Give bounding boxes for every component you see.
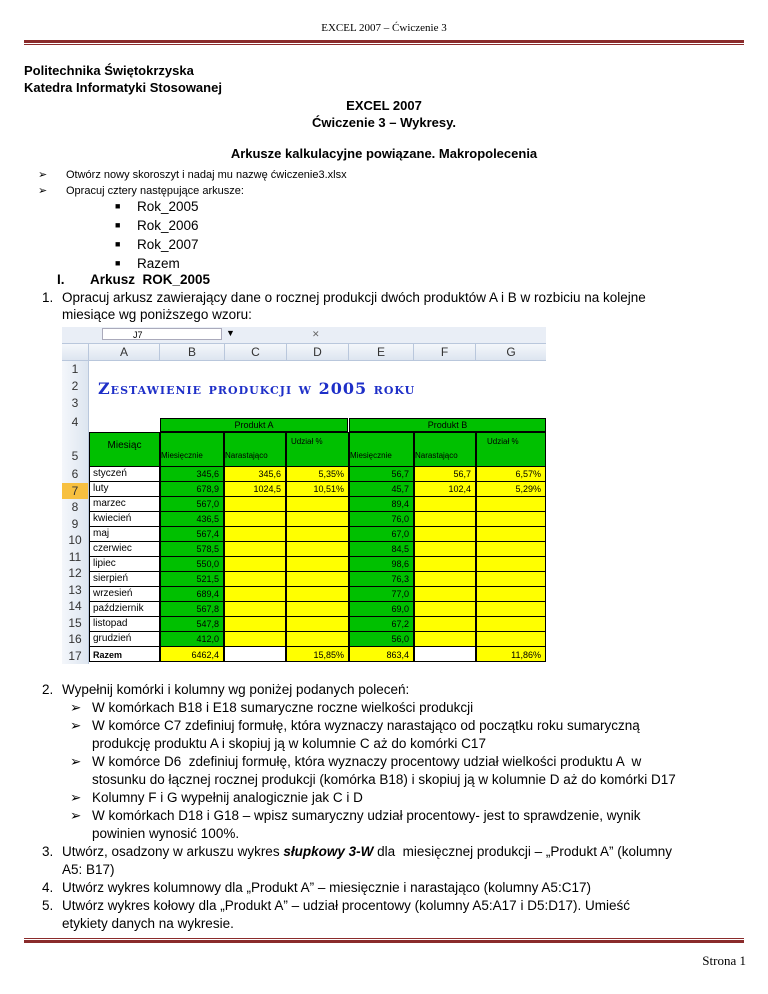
table-cell: 102,4 bbox=[414, 481, 476, 497]
table-cell: sierpień bbox=[89, 571, 160, 587]
empty-cell bbox=[476, 616, 546, 632]
table-cell: 567,8 bbox=[160, 601, 224, 617]
item-number: 3. bbox=[42, 844, 54, 859]
row-header: 10 bbox=[62, 532, 89, 550]
empty-cell bbox=[286, 631, 349, 647]
name-box: J7 bbox=[102, 328, 222, 340]
column-header: A bbox=[89, 344, 160, 361]
empty-cell bbox=[476, 631, 546, 647]
item1-line2: miesiące wg poniższego wzoru: bbox=[62, 307, 252, 322]
item2-bullet-cont: powinien wynosić 100%. bbox=[92, 826, 240, 841]
table-cell: 689,4 bbox=[160, 586, 224, 602]
table-cell: 412,0 bbox=[160, 631, 224, 647]
row-header: 17 bbox=[62, 648, 89, 665]
table-cell: 56,7 bbox=[349, 466, 414, 482]
table-cell: 578,5 bbox=[160, 541, 224, 557]
row-header: 7 bbox=[62, 483, 89, 501]
sheet-item: ■ Rok_2005 bbox=[115, 199, 199, 214]
square-bullet-icon: ■ bbox=[115, 201, 121, 211]
table-cell: kwiecień bbox=[89, 511, 160, 527]
section-title: Arkusz ROK_2005 bbox=[90, 272, 211, 287]
item5-line1: Utwórz wykres kołowy dla „Produkt A” – udział procentowy (kolumny A5:A17 i D5:D17). Umieść bbox=[62, 898, 630, 913]
table-cell: 76,3 bbox=[349, 571, 414, 587]
intro-bullet-1: ➢ Otwórz nowy skoroszyt i nadaj mu nazwę ćwiczenie3.xlsx bbox=[38, 169, 347, 181]
row-header: 9 bbox=[62, 516, 89, 534]
empty-cell bbox=[224, 556, 286, 572]
empty-cell bbox=[414, 631, 476, 647]
empty-cell bbox=[414, 646, 476, 662]
column-header: F bbox=[414, 344, 476, 361]
arrow-bullet-icon: ➢ bbox=[70, 754, 82, 769]
row-header: 4 bbox=[62, 412, 89, 433]
empty-cell bbox=[414, 616, 476, 632]
row-header: 12 bbox=[62, 565, 89, 583]
item2-bullet: ➢ Kolumny F i G wypełnij analogicznie jak C i D bbox=[70, 790, 363, 805]
item2-bullet-cont: stosunku do łącznej rocznej produkcji (komórka B18) i skopiuj ją w kolumnie D aż do komórki D17 bbox=[92, 772, 676, 787]
page-header: EXCEL 2007 – Ćwiczenie 3 bbox=[321, 22, 447, 34]
item1-line1: Opracuj arkusz zawierający dane o rocznej produkcji dwóch produktów A i B w rozbiciu na kolejne bbox=[62, 290, 646, 305]
table-cell: 56,0 bbox=[349, 631, 414, 647]
table-cell: 5,29% bbox=[476, 481, 546, 497]
footer-rule bbox=[24, 940, 744, 943]
empty-cell bbox=[476, 556, 546, 572]
table-cell: 56,7 bbox=[414, 466, 476, 482]
column-header: B bbox=[160, 344, 225, 361]
arrow-bullet-icon: ➢ bbox=[70, 718, 82, 733]
empty-cell bbox=[286, 526, 349, 542]
empty-cell bbox=[414, 541, 476, 557]
item2-bullet: ➢ W komórce D6 zdefiniuj formułę, która wyznaczy procentowy udział wielkości produktu A w bbox=[70, 754, 642, 769]
empty-cell bbox=[476, 586, 546, 602]
empty-cell bbox=[224, 586, 286, 602]
table-cell: 76,0 bbox=[349, 511, 414, 527]
empty-cell bbox=[286, 616, 349, 632]
select-all-corner bbox=[62, 344, 89, 361]
table-cell: czerwiec bbox=[89, 541, 160, 557]
empty-cell bbox=[224, 631, 286, 647]
empty-cell bbox=[286, 541, 349, 557]
table-cell: maj bbox=[89, 526, 160, 542]
empty-cell bbox=[414, 586, 476, 602]
square-bullet-icon: ■ bbox=[115, 258, 121, 268]
product-b-header: Produkt B bbox=[349, 418, 546, 432]
table-cell: 567,0 bbox=[160, 496, 224, 512]
row-header: 13 bbox=[62, 582, 89, 600]
row-header: 15 bbox=[62, 615, 89, 633]
table-cell: 521,5 bbox=[160, 571, 224, 587]
table-cell: 345,6 bbox=[224, 466, 286, 482]
empty-cell bbox=[224, 526, 286, 542]
item-number: 5. bbox=[42, 898, 54, 913]
doc-title: EXCEL 2007 bbox=[346, 98, 422, 113]
item-number: 4. bbox=[42, 880, 54, 895]
excel-screenshot bbox=[62, 327, 546, 664]
item2-bullet-cont: produkcję produktu A i skopiuj ją w kolumnie C aż do komórki C17 bbox=[92, 736, 486, 751]
table-cell: 84,5 bbox=[349, 541, 414, 557]
item2-bullet: ➢ W komórkach D18 i G18 – wpisz sumaryczny udział procentowy- jest to sprawdzenie, wynik bbox=[70, 808, 641, 823]
empty-cell bbox=[414, 526, 476, 542]
arrow-bullet-icon: ➢ bbox=[38, 169, 48, 181]
table-cell: 678,9 bbox=[160, 481, 224, 497]
empty-cell bbox=[286, 601, 349, 617]
column-header: E bbox=[349, 344, 414, 361]
row-header: 16 bbox=[62, 631, 89, 649]
empty-cell bbox=[286, 586, 349, 602]
doc-subtitle: Ćwiczenie 3 – Wykresy. bbox=[311, 115, 457, 130]
empty-cell bbox=[224, 601, 286, 617]
sheet-title: Zestawienie produkcji w 2005 roku bbox=[98, 379, 416, 398]
row-header: 6 bbox=[62, 466, 89, 484]
row-header: 11 bbox=[62, 549, 89, 567]
item3-line2: A5: B17) bbox=[62, 862, 115, 877]
table-cell: 67,2 bbox=[349, 616, 414, 632]
sheet-item: ■ Rok_2007 bbox=[115, 237, 199, 252]
table-cell: 98,6 bbox=[349, 556, 414, 572]
table-cell: 89,4 bbox=[349, 496, 414, 512]
empty-cell bbox=[286, 511, 349, 527]
empty-cell bbox=[414, 571, 476, 587]
total-label: Razem bbox=[89, 646, 160, 662]
table-cell: 6,57% bbox=[476, 466, 546, 482]
arrow-bullet-icon: ➢ bbox=[70, 700, 82, 715]
empty-cell bbox=[224, 646, 286, 662]
footer-rule-thin bbox=[24, 938, 744, 939]
b-share-total: 11,86% bbox=[476, 646, 546, 662]
item2-bullet: ➢ W komórkach B18 i E18 sumaryczne roczne wielkości produkcji bbox=[70, 700, 474, 715]
empty-cell bbox=[224, 496, 286, 512]
a-total: 6462,4 bbox=[160, 646, 224, 662]
product-a-header: Produkt A bbox=[160, 418, 348, 432]
institution-name: Politechnika Świętokrzyska bbox=[24, 63, 194, 78]
empty-cell bbox=[476, 496, 546, 512]
row-header: 1 bbox=[62, 361, 89, 379]
empty-cell bbox=[476, 526, 546, 542]
column-header: C bbox=[225, 344, 287, 361]
monthly-header: Miesięcznie bbox=[349, 432, 414, 467]
empty-cell bbox=[414, 556, 476, 572]
cumulative-header: Narastająco bbox=[224, 432, 286, 467]
empty-cell bbox=[286, 556, 349, 572]
fx-icon: ✕ bbox=[312, 329, 320, 339]
share-header: Udział % bbox=[286, 432, 349, 467]
empty-cell bbox=[476, 571, 546, 587]
row-header: 2 bbox=[62, 378, 89, 396]
empty-cell bbox=[414, 511, 476, 527]
arrow-bullet-icon: ➢ bbox=[70, 790, 82, 805]
page-number: Strona 1 bbox=[702, 953, 746, 968]
empty-cell bbox=[414, 601, 476, 617]
table-cell: 67,0 bbox=[349, 526, 414, 542]
arrow-bullet-icon: ➢ bbox=[38, 185, 48, 197]
table-cell: styczeń bbox=[89, 466, 160, 482]
dropdown-icon: ▼ bbox=[226, 328, 235, 338]
empty-cell bbox=[224, 616, 286, 632]
monthly-header: Miesięcznie bbox=[160, 432, 224, 467]
table-cell: 1024,5 bbox=[224, 481, 286, 497]
empty-cell bbox=[476, 541, 546, 557]
item2-text: Wypełnij komórki i kolumny wg poniżej podanych poleceń: bbox=[62, 682, 410, 697]
item3-line1: Utwórz, osadzony w arkuszu wykres słupkowy 3-W dla miesięcznej produkcji – „Produkt A” (kolumny bbox=[62, 844, 672, 859]
month-header: Miesiąc bbox=[89, 432, 160, 467]
empty-cell bbox=[286, 496, 349, 512]
square-bullet-icon: ■ bbox=[115, 239, 121, 249]
item5-line2: etykiety danych na wykresie. bbox=[62, 916, 234, 931]
row-header: 5 bbox=[62, 432, 89, 467]
table-cell: 5,35% bbox=[286, 466, 349, 482]
arrow-bullet-icon: ➢ bbox=[70, 808, 82, 823]
empty-cell bbox=[476, 601, 546, 617]
table-cell: 69,0 bbox=[349, 601, 414, 617]
table-cell: 77,0 bbox=[349, 586, 414, 602]
empty-cell bbox=[224, 541, 286, 557]
a-share-total: 15,85% bbox=[286, 646, 349, 662]
table-cell: luty bbox=[89, 481, 160, 497]
empty-cell bbox=[286, 571, 349, 587]
row-header: 8 bbox=[62, 499, 89, 517]
sheet-item: ■ Razem bbox=[115, 256, 180, 271]
sheet-item: ■ Rok_2006 bbox=[115, 218, 199, 233]
table-cell: marzec bbox=[89, 496, 160, 512]
intro-bullet-2: ➢ Opracuj cztery następujące arkusze: bbox=[38, 185, 244, 197]
empty-cell bbox=[476, 511, 546, 527]
item4-text: Utwórz wykres kolumnowy dla „Produkt A” – miesięcznie i narastająco (kolumny A5:C17) bbox=[62, 880, 591, 895]
table-cell: 345,6 bbox=[160, 466, 224, 482]
share-header: Udział % bbox=[476, 432, 546, 467]
cumulative-header: Narastająco bbox=[414, 432, 476, 467]
b-total: 863,4 bbox=[349, 646, 414, 662]
formula-bar bbox=[62, 327, 546, 344]
row-header: 14 bbox=[62, 598, 89, 616]
empty-cell bbox=[224, 571, 286, 587]
table-cell: grudzień bbox=[89, 631, 160, 647]
department-name: Katedra Informatyki Stosowanej bbox=[24, 80, 222, 95]
section-numeral: I. bbox=[57, 272, 65, 287]
item-number: 1. bbox=[42, 290, 54, 305]
table-cell: lipiec bbox=[89, 556, 160, 572]
item-number: 2. bbox=[42, 682, 54, 697]
table-cell: wrzesień bbox=[89, 586, 160, 602]
header-rule bbox=[24, 40, 744, 43]
table-cell: 550,0 bbox=[160, 556, 224, 572]
doc-heading: Arkusze kalkulacyjne powiązane. Makropolecenia bbox=[230, 146, 538, 161]
column-header: G bbox=[476, 344, 546, 361]
square-bullet-icon: ■ bbox=[115, 220, 121, 230]
empty-cell bbox=[224, 511, 286, 527]
header-rule-thin bbox=[24, 44, 744, 45]
item2-bullet: ➢ W komórce C7 zdefiniuj formułę, która wyznaczy narastająco od początku roku sumaryczną bbox=[70, 718, 640, 733]
table-cell: październik bbox=[89, 601, 160, 617]
table-cell: 547,8 bbox=[160, 616, 224, 632]
empty-cell bbox=[414, 496, 476, 512]
table-cell: 45,7 bbox=[349, 481, 414, 497]
column-header: D bbox=[287, 344, 349, 361]
table-cell: 10,51% bbox=[286, 481, 349, 497]
table-cell: 436,5 bbox=[160, 511, 224, 527]
row-header: 3 bbox=[62, 395, 89, 413]
table-cell: listopad bbox=[89, 616, 160, 632]
table-cell: 567,4 bbox=[160, 526, 224, 542]
